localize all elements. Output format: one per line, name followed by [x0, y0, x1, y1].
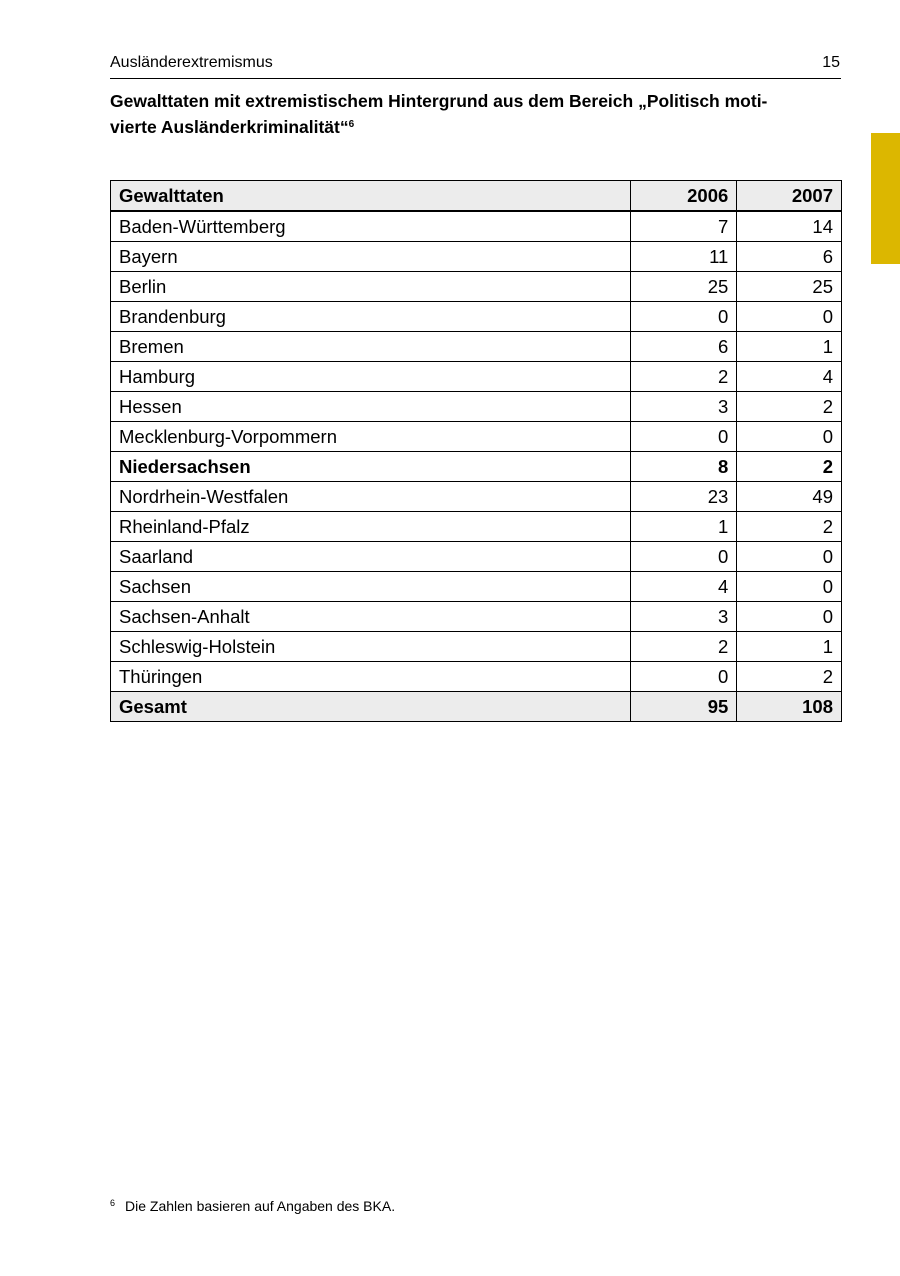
- value-2007: 0: [737, 602, 842, 632]
- value-2007: 6: [737, 242, 842, 272]
- value-2007: 0: [737, 302, 842, 332]
- value-2006: 0: [630, 302, 737, 332]
- table-row: [111, 332, 842, 362]
- value-2007: 49: [737, 482, 842, 512]
- table-row: [111, 242, 842, 272]
- value-2007: 0: [737, 542, 842, 572]
- value-2006: 11: [630, 242, 737, 272]
- table-row: [111, 452, 842, 482]
- value-2007: 2: [737, 662, 842, 692]
- footnote-reference: 6: [348, 119, 355, 130]
- row-label: Niedersachsen: [111, 452, 631, 482]
- table-row: [111, 482, 842, 512]
- row-label: Gesamt: [111, 692, 631, 722]
- value-2006: 3: [630, 392, 737, 422]
- row-label: Schleswig-Holstein: [111, 632, 631, 662]
- row-label: Sachsen-Anhalt: [111, 602, 631, 632]
- table-row: [111, 632, 842, 662]
- value-2006: 8: [630, 452, 737, 482]
- value-2007: 2: [737, 392, 842, 422]
- row-label: Thüringen: [111, 662, 631, 692]
- value-2006: 0: [630, 662, 737, 692]
- row-label: Mecklenburg-Vorpommern: [111, 422, 631, 452]
- value-2007: 0: [737, 572, 842, 602]
- row-label: Brandenburg: [111, 302, 631, 332]
- value-2007: 1: [737, 632, 842, 662]
- value-2007: 108: [737, 692, 842, 722]
- value-2006: 3: [630, 602, 737, 632]
- table-header-row: [111, 181, 842, 212]
- column-header-2006: 2006: [630, 181, 737, 212]
- table-row: [111, 602, 842, 632]
- value-2006: 2: [630, 362, 737, 392]
- footnote-number: 6: [110, 1198, 116, 1208]
- table-total-row: [111, 692, 842, 722]
- value-2006: 95: [630, 692, 737, 722]
- value-2007: 2: [737, 452, 842, 482]
- row-label: Hessen: [111, 392, 631, 422]
- footnote: [110, 1198, 395, 1214]
- row-label: Bayern: [111, 242, 631, 272]
- table-row: [111, 512, 842, 542]
- table-row: [111, 362, 842, 392]
- table-row: [111, 542, 842, 572]
- table-row: [111, 422, 842, 452]
- value-2006: 7: [630, 211, 737, 242]
- row-label: Nordrhein-Westfalen: [111, 482, 631, 512]
- value-2006: 25: [630, 272, 737, 302]
- row-label: Bremen: [111, 332, 631, 362]
- column-header-category: Gewalttaten: [111, 181, 631, 212]
- table-row: [111, 272, 842, 302]
- row-label: Sachsen: [111, 572, 631, 602]
- value-2007: 14: [737, 211, 842, 242]
- table-row: [111, 211, 842, 242]
- page-number: 15: [822, 54, 840, 71]
- value-2007: 4: [737, 362, 842, 392]
- chapter-tab-marker: [871, 133, 900, 264]
- value-2006: 0: [630, 542, 737, 572]
- value-2006: 1: [630, 512, 737, 542]
- value-2007: 25: [737, 272, 842, 302]
- running-title: Ausländerextremismus: [110, 54, 273, 71]
- value-2006: 23: [630, 482, 737, 512]
- violence-statistics-table: [110, 180, 842, 722]
- table-row: [111, 302, 842, 332]
- table-row: [111, 662, 842, 692]
- value-2007: 1: [737, 332, 842, 362]
- value-2006: 6: [630, 332, 737, 362]
- value-2006: 2: [630, 632, 737, 662]
- table-row: [111, 392, 842, 422]
- row-label: Saarland: [111, 542, 631, 572]
- table-body: [111, 211, 842, 722]
- table-title-line-1: Gewalttaten mit extremistischem Hintergrund aus dem Bereich „Politisch moti-: [110, 91, 768, 111]
- row-label: Rheinland-Pfalz: [111, 512, 631, 542]
- row-label: Baden-Württemberg: [111, 211, 631, 242]
- row-label: Hamburg: [111, 362, 631, 392]
- footnote-text: Die Zahlen basieren auf Angaben des BKA.: [125, 1198, 396, 1214]
- value-2007: 2: [737, 512, 842, 542]
- value-2006: 0: [630, 422, 737, 452]
- row-label: Berlin: [111, 272, 631, 302]
- table-row: [111, 572, 842, 602]
- column-header-2007: 2007: [737, 181, 842, 212]
- value-2007: 0: [737, 422, 842, 452]
- value-2006: 4: [630, 572, 737, 602]
- table-title-line-2: vierte Ausländerkriminalität“: [110, 117, 349, 137]
- running-header: [110, 54, 841, 79]
- table-title: [110, 90, 850, 139]
